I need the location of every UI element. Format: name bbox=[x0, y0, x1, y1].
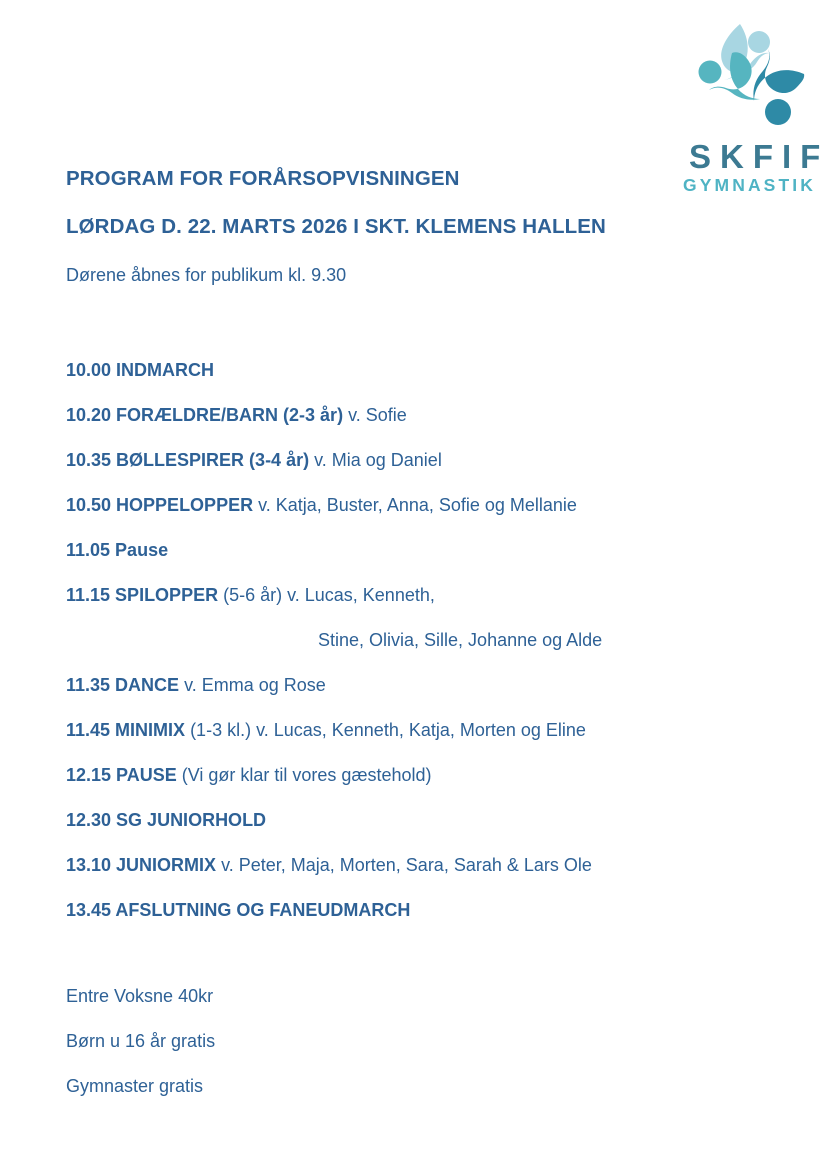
schedule-item-title: 11.35 DANCE bbox=[66, 674, 180, 695]
schedule-item-title: 12.30 SG JUNIORHOLD bbox=[66, 809, 267, 830]
schedule-item-detail: v. Mia og Daniel bbox=[309, 449, 442, 470]
skfif-three-figures-logo bbox=[686, 22, 810, 138]
schedule-item bbox=[66, 496, 766, 514]
schedule-item-title: 11.45 MINIMIX bbox=[66, 719, 186, 740]
schedule-item-title: 10.35 BØLLESPIRER (3-4 år) bbox=[66, 449, 310, 470]
schedule-item-title: 13.10 JUNIORMIX bbox=[66, 854, 217, 875]
schedule-item bbox=[66, 676, 766, 694]
schedule-item bbox=[66, 721, 766, 739]
schedule-item bbox=[66, 361, 766, 379]
logo-wordmark: SKFIF bbox=[689, 138, 830, 175]
schedule-item-detail: (5-6 år) v. Lucas, Kenneth, bbox=[218, 584, 435, 605]
logo-subword: GYMNASTIK bbox=[683, 174, 816, 195]
schedule-item-title: 10.20 FORÆLDRE/BARN (2-3 år) bbox=[66, 404, 344, 425]
schedule-item bbox=[66, 451, 766, 469]
schedule-item-title: 11.15 SPILOPPER bbox=[66, 584, 219, 605]
schedule-item-detail: (1-3 kl.) v. Lucas, Kenneth, Katja, Morten og Eline bbox=[185, 719, 586, 740]
schedule-item-detail: Stine, Olivia, Sille, Johanne og Alde bbox=[318, 629, 603, 650]
schedule-item-detail: v. Sofie bbox=[343, 404, 407, 425]
schedule-item-detail: (Vi gør klar til vores gæstehold) bbox=[176, 764, 432, 785]
schedule-item-detail: v. Peter, Maja, Morten, Sara, Sarah & Lars Ole bbox=[216, 854, 592, 875]
schedule-item bbox=[66, 586, 766, 604]
schedule-item-title: 11.05 Pause bbox=[66, 539, 169, 560]
schedule-item-title: 10.50 HOPPELOPPER bbox=[66, 494, 254, 515]
page-title-line2: LØRDAG D. 22. MARTS 2026 I SKT. KLEMENS HALLEN bbox=[66, 215, 606, 239]
schedule-list bbox=[66, 361, 766, 919]
doors-open-note: Dørene åbnes for publikum kl. 9.30 bbox=[66, 264, 347, 285]
schedule-item bbox=[66, 811, 766, 829]
pricing-list bbox=[66, 987, 766, 1095]
schedule-item bbox=[66, 541, 766, 559]
schedule-item-detail: v. Emma og Rose bbox=[179, 674, 326, 695]
schedule-item-title: 12.15 PAUSE bbox=[66, 764, 177, 785]
pricing-item: Børn u 16 år gratis bbox=[66, 1030, 216, 1051]
page-title-line1: PROGRAM FOR FORÅRSOPVISNINGEN bbox=[66, 166, 460, 190]
schedule-item bbox=[66, 856, 766, 874]
schedule-item bbox=[66, 766, 766, 784]
schedule-item bbox=[66, 406, 766, 424]
schedule-item bbox=[66, 631, 766, 649]
schedule-item-title: 10.00 INDMARCH bbox=[66, 359, 215, 380]
schedule-item-detail: v. Katja, Buster, Anna, Sofie og Mellanie bbox=[253, 494, 577, 515]
pricing-item: Entre Voksne 40kr bbox=[66, 985, 214, 1006]
schedule-item-title: 13.45 AFSLUTNING OG FANEUDMARCH bbox=[66, 899, 411, 920]
schedule-item bbox=[66, 901, 766, 919]
document-body bbox=[66, 155, 766, 1095]
pricing-item: Gymnaster gratis bbox=[66, 1075, 204, 1096]
figure-dark-icon bbox=[753, 49, 804, 125]
